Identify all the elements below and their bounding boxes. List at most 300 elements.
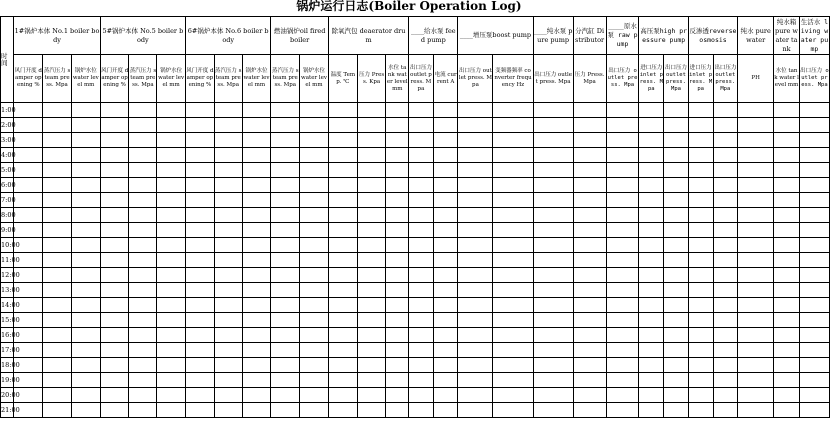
- log-entry-cell[interactable]: [271, 103, 300, 118]
- log-entry-cell[interactable]: [186, 208, 215, 223]
- log-entry-cell[interactable]: [300, 133, 329, 148]
- log-entry-cell[interactable]: [157, 238, 186, 253]
- log-entry-cell[interactable]: [639, 283, 664, 298]
- log-entry-cell[interactable]: [129, 253, 157, 268]
- log-entry-cell[interactable]: [688, 358, 713, 373]
- log-entry-cell[interactable]: [71, 118, 100, 133]
- log-entry-cell[interactable]: [328, 238, 357, 253]
- log-entry-cell[interactable]: [242, 313, 271, 328]
- log-entry-cell[interactable]: [386, 193, 409, 208]
- log-entry-cell[interactable]: [688, 313, 713, 328]
- log-entry-cell[interactable]: [157, 118, 186, 133]
- log-entry-cell[interactable]: [458, 148, 493, 163]
- log-entry-cell[interactable]: [100, 193, 129, 208]
- log-entry-cell[interactable]: [129, 223, 157, 238]
- log-entry-cell[interactable]: [357, 103, 386, 118]
- log-entry-cell[interactable]: [639, 148, 664, 163]
- log-entry-cell[interactable]: [214, 388, 242, 403]
- log-entry-cell[interactable]: [214, 238, 242, 253]
- log-entry-cell[interactable]: [100, 343, 129, 358]
- log-entry-cell[interactable]: [186, 118, 215, 133]
- log-entry-cell[interactable]: [606, 223, 639, 238]
- log-entry-cell[interactable]: [533, 313, 573, 328]
- log-entry-cell[interactable]: [738, 118, 774, 133]
- log-entry-cell[interactable]: [738, 343, 774, 358]
- log-entry-cell[interactable]: [573, 298, 606, 313]
- log-entry-cell[interactable]: [738, 268, 774, 283]
- log-entry-cell[interactable]: [157, 388, 186, 403]
- log-entry-cell[interactable]: [458, 343, 493, 358]
- log-entry-cell[interactable]: [409, 328, 434, 343]
- log-entry-cell[interactable]: [100, 148, 129, 163]
- log-entry-cell[interactable]: [458, 328, 493, 343]
- log-entry-cell[interactable]: [713, 103, 738, 118]
- log-entry-cell[interactable]: [357, 193, 386, 208]
- log-entry-cell[interactable]: [157, 298, 186, 313]
- log-entry-cell[interactable]: [214, 163, 242, 178]
- log-entry-cell[interactable]: [271, 253, 300, 268]
- log-entry-cell[interactable]: [573, 343, 606, 358]
- log-entry-cell[interactable]: [573, 238, 606, 253]
- log-entry-cell[interactable]: [493, 298, 533, 313]
- log-entry-cell[interactable]: [409, 118, 434, 133]
- log-entry-cell[interactable]: [409, 388, 434, 403]
- log-entry-cell[interactable]: [386, 148, 409, 163]
- log-entry-cell[interactable]: [300, 298, 329, 313]
- log-entry-cell[interactable]: [71, 193, 100, 208]
- log-entry-cell[interactable]: [242, 118, 271, 133]
- log-entry-cell[interactable]: [242, 298, 271, 313]
- log-entry-cell[interactable]: [300, 163, 329, 178]
- log-entry-cell[interactable]: [271, 343, 300, 358]
- log-entry-cell[interactable]: [774, 388, 800, 403]
- log-entry-cell[interactable]: [606, 208, 639, 223]
- log-entry-cell[interactable]: [386, 238, 409, 253]
- log-entry-cell[interactable]: [186, 253, 215, 268]
- log-entry-cell[interactable]: [639, 118, 664, 133]
- log-entry-cell[interactable]: [14, 148, 43, 163]
- log-entry-cell[interactable]: [300, 223, 329, 238]
- log-entry-cell[interactable]: [43, 223, 72, 238]
- log-entry-cell[interactable]: [271, 388, 300, 403]
- log-entry-cell[interactable]: [688, 223, 713, 238]
- log-entry-cell[interactable]: [328, 178, 357, 193]
- log-entry-cell[interactable]: [688, 373, 713, 388]
- log-entry-cell[interactable]: [71, 163, 100, 178]
- log-entry-cell[interactable]: [186, 283, 215, 298]
- log-entry-cell[interactable]: [71, 268, 100, 283]
- log-entry-cell[interactable]: [433, 238, 458, 253]
- log-entry-cell[interactable]: [242, 148, 271, 163]
- log-entry-cell[interactable]: [43, 193, 72, 208]
- log-entry-cell[interactable]: [664, 223, 689, 238]
- log-entry-cell[interactable]: [43, 163, 72, 178]
- log-entry-cell[interactable]: [129, 103, 157, 118]
- log-entry-cell[interactable]: [799, 268, 829, 283]
- log-entry-cell[interactable]: [774, 208, 800, 223]
- log-entry-cell[interactable]: [357, 133, 386, 148]
- log-entry-cell[interactable]: [100, 283, 129, 298]
- log-entry-cell[interactable]: [186, 133, 215, 148]
- log-entry-cell[interactable]: [328, 133, 357, 148]
- log-entry-cell[interactable]: [799, 298, 829, 313]
- log-entry-cell[interactable]: [533, 148, 573, 163]
- log-entry-cell[interactable]: [774, 118, 800, 133]
- log-entry-cell[interactable]: [328, 118, 357, 133]
- log-entry-cell[interactable]: [533, 238, 573, 253]
- log-entry-cell[interactable]: [271, 403, 300, 418]
- log-entry-cell[interactable]: [433, 223, 458, 238]
- log-entry-cell[interactable]: [664, 193, 689, 208]
- log-entry-cell[interactable]: [639, 193, 664, 208]
- log-entry-cell[interactable]: [71, 373, 100, 388]
- log-entry-cell[interactable]: [129, 283, 157, 298]
- log-entry-cell[interactable]: [458, 238, 493, 253]
- log-entry-cell[interactable]: [271, 193, 300, 208]
- log-entry-cell[interactable]: [573, 103, 606, 118]
- log-entry-cell[interactable]: [713, 313, 738, 328]
- log-entry-cell[interactable]: [386, 118, 409, 133]
- log-entry-cell[interactable]: [43, 313, 72, 328]
- log-entry-cell[interactable]: [71, 133, 100, 148]
- log-entry-cell[interactable]: [242, 133, 271, 148]
- log-entry-cell[interactable]: [713, 133, 738, 148]
- log-entry-cell[interactable]: [386, 343, 409, 358]
- log-entry-cell[interactable]: [357, 373, 386, 388]
- log-entry-cell[interactable]: [493, 403, 533, 418]
- log-entry-cell[interactable]: [157, 373, 186, 388]
- log-entry-cell[interactable]: [214, 193, 242, 208]
- log-entry-cell[interactable]: [271, 328, 300, 343]
- log-entry-cell[interactable]: [214, 298, 242, 313]
- log-entry-cell[interactable]: [271, 148, 300, 163]
- log-entry-cell[interactable]: [433, 133, 458, 148]
- log-entry-cell[interactable]: [386, 313, 409, 328]
- log-entry-cell[interactable]: [493, 373, 533, 388]
- log-entry-cell[interactable]: [639, 268, 664, 283]
- log-entry-cell[interactable]: [606, 313, 639, 328]
- log-entry-cell[interactable]: [409, 178, 434, 193]
- log-entry-cell[interactable]: [606, 343, 639, 358]
- log-entry-cell[interactable]: [738, 163, 774, 178]
- log-entry-cell[interactable]: [799, 328, 829, 343]
- log-entry-cell[interactable]: [409, 298, 434, 313]
- log-entry-cell[interactable]: [664, 343, 689, 358]
- log-entry-cell[interactable]: [573, 208, 606, 223]
- log-entry-cell[interactable]: [357, 238, 386, 253]
- log-entry-cell[interactable]: [688, 253, 713, 268]
- log-entry-cell[interactable]: [799, 148, 829, 163]
- log-entry-cell[interactable]: [493, 313, 533, 328]
- log-entry-cell[interactable]: [493, 223, 533, 238]
- log-entry-cell[interactable]: [664, 283, 689, 298]
- log-entry-cell[interactable]: [713, 388, 738, 403]
- log-entry-cell[interactable]: [129, 373, 157, 388]
- log-entry-cell[interactable]: [664, 238, 689, 253]
- log-entry-cell[interactable]: [713, 298, 738, 313]
- log-entry-cell[interactable]: [713, 253, 738, 268]
- log-entry-cell[interactable]: [493, 118, 533, 133]
- log-entry-cell[interactable]: [242, 343, 271, 358]
- log-entry-cell[interactable]: [328, 313, 357, 328]
- log-entry-cell[interactable]: [533, 403, 573, 418]
- log-entry-cell[interactable]: [214, 358, 242, 373]
- log-entry-cell[interactable]: [606, 148, 639, 163]
- log-entry-cell[interactable]: [71, 403, 100, 418]
- log-entry-cell[interactable]: [774, 313, 800, 328]
- log-entry-cell[interactable]: [774, 253, 800, 268]
- log-entry-cell[interactable]: [664, 403, 689, 418]
- log-entry-cell[interactable]: [43, 268, 72, 283]
- log-entry-cell[interactable]: [433, 253, 458, 268]
- log-entry-cell[interactable]: [300, 358, 329, 373]
- log-entry-cell[interactable]: [774, 103, 800, 118]
- log-entry-cell[interactable]: [300, 148, 329, 163]
- log-entry-cell[interactable]: [43, 133, 72, 148]
- log-entry-cell[interactable]: [71, 238, 100, 253]
- log-entry-cell[interactable]: [458, 253, 493, 268]
- log-entry-cell[interactable]: [357, 253, 386, 268]
- log-entry-cell[interactable]: [43, 253, 72, 268]
- log-entry-cell[interactable]: [409, 373, 434, 388]
- log-entry-cell[interactable]: [242, 328, 271, 343]
- log-entry-cell[interactable]: [214, 268, 242, 283]
- log-entry-cell[interactable]: [409, 223, 434, 238]
- log-entry-cell[interactable]: [533, 103, 573, 118]
- log-entry-cell[interactable]: [533, 208, 573, 223]
- log-entry-cell[interactable]: [242, 223, 271, 238]
- log-entry-cell[interactable]: [573, 133, 606, 148]
- log-entry-cell[interactable]: [606, 118, 639, 133]
- log-entry-cell[interactable]: [738, 223, 774, 238]
- log-entry-cell[interactable]: [214, 313, 242, 328]
- log-entry-cell[interactable]: [357, 223, 386, 238]
- log-entry-cell[interactable]: [157, 148, 186, 163]
- log-entry-cell[interactable]: [713, 193, 738, 208]
- log-entry-cell[interactable]: [433, 403, 458, 418]
- log-entry-cell[interactable]: [357, 268, 386, 283]
- log-entry-cell[interactable]: [533, 118, 573, 133]
- log-entry-cell[interactable]: [328, 223, 357, 238]
- log-entry-cell[interactable]: [533, 283, 573, 298]
- log-entry-cell[interactable]: [300, 388, 329, 403]
- log-entry-cell[interactable]: [774, 223, 800, 238]
- log-entry-cell[interactable]: [71, 298, 100, 313]
- log-entry-cell[interactable]: [157, 403, 186, 418]
- log-entry-cell[interactable]: [328, 328, 357, 343]
- log-entry-cell[interactable]: [713, 373, 738, 388]
- log-entry-cell[interactable]: [433, 358, 458, 373]
- log-entry-cell[interactable]: [14, 103, 43, 118]
- log-entry-cell[interactable]: [386, 253, 409, 268]
- log-entry-cell[interactable]: [129, 178, 157, 193]
- log-entry-cell[interactable]: [774, 238, 800, 253]
- log-entry-cell[interactable]: [688, 388, 713, 403]
- log-entry-cell[interactable]: [688, 133, 713, 148]
- log-entry-cell[interactable]: [328, 148, 357, 163]
- log-entry-cell[interactable]: [328, 283, 357, 298]
- log-entry-cell[interactable]: [214, 208, 242, 223]
- log-entry-cell[interactable]: [100, 118, 129, 133]
- log-entry-cell[interactable]: [533, 133, 573, 148]
- log-entry-cell[interactable]: [573, 253, 606, 268]
- log-entry-cell[interactable]: [157, 208, 186, 223]
- log-entry-cell[interactable]: [300, 118, 329, 133]
- log-entry-cell[interactable]: [458, 223, 493, 238]
- log-entry-cell[interactable]: [386, 388, 409, 403]
- log-entry-cell[interactable]: [639, 163, 664, 178]
- log-entry-cell[interactable]: [799, 373, 829, 388]
- log-entry-cell[interactable]: [357, 298, 386, 313]
- log-entry-cell[interactable]: [242, 178, 271, 193]
- log-entry-cell[interactable]: [606, 283, 639, 298]
- log-entry-cell[interactable]: [100, 268, 129, 283]
- log-entry-cell[interactable]: [639, 298, 664, 313]
- log-entry-cell[interactable]: [186, 193, 215, 208]
- log-entry-cell[interactable]: [129, 148, 157, 163]
- log-entry-cell[interactable]: [129, 358, 157, 373]
- log-entry-cell[interactable]: [433, 283, 458, 298]
- log-entry-cell[interactable]: [433, 373, 458, 388]
- log-entry-cell[interactable]: [533, 163, 573, 178]
- log-entry-cell[interactable]: [713, 283, 738, 298]
- log-entry-cell[interactable]: [409, 313, 434, 328]
- log-entry-cell[interactable]: [242, 208, 271, 223]
- log-entry-cell[interactable]: [738, 373, 774, 388]
- log-entry-cell[interactable]: [664, 313, 689, 328]
- log-entry-cell[interactable]: [328, 388, 357, 403]
- log-entry-cell[interactable]: [573, 283, 606, 298]
- log-entry-cell[interactable]: [573, 178, 606, 193]
- log-entry-cell[interactable]: [43, 238, 72, 253]
- log-entry-cell[interactable]: [664, 163, 689, 178]
- log-entry-cell[interactable]: [664, 388, 689, 403]
- log-entry-cell[interactable]: [71, 388, 100, 403]
- log-entry-cell[interactable]: [14, 163, 43, 178]
- log-entry-cell[interactable]: [738, 313, 774, 328]
- log-entry-cell[interactable]: [573, 163, 606, 178]
- log-entry-cell[interactable]: [43, 388, 72, 403]
- log-entry-cell[interactable]: [100, 223, 129, 238]
- log-entry-cell[interactable]: [386, 133, 409, 148]
- log-entry-cell[interactable]: [43, 403, 72, 418]
- log-entry-cell[interactable]: [186, 313, 215, 328]
- log-entry-cell[interactable]: [774, 163, 800, 178]
- log-entry-cell[interactable]: [738, 103, 774, 118]
- log-entry-cell[interactable]: [14, 193, 43, 208]
- log-entry-cell[interactable]: [271, 178, 300, 193]
- log-entry-cell[interactable]: [300, 403, 329, 418]
- log-entry-cell[interactable]: [573, 223, 606, 238]
- log-entry-cell[interactable]: [774, 193, 800, 208]
- log-entry-cell[interactable]: [639, 343, 664, 358]
- log-entry-cell[interactable]: [129, 238, 157, 253]
- log-entry-cell[interactable]: [186, 373, 215, 388]
- log-entry-cell[interactable]: [100, 103, 129, 118]
- log-entry-cell[interactable]: [71, 178, 100, 193]
- log-entry-cell[interactable]: [664, 148, 689, 163]
- log-entry-cell[interactable]: [458, 193, 493, 208]
- log-entry-cell[interactable]: [100, 163, 129, 178]
- log-entry-cell[interactable]: [688, 148, 713, 163]
- log-entry-cell[interactable]: [409, 403, 434, 418]
- log-entry-cell[interactable]: [271, 358, 300, 373]
- log-entry-cell[interactable]: [157, 268, 186, 283]
- log-entry-cell[interactable]: [157, 283, 186, 298]
- log-entry-cell[interactable]: [71, 223, 100, 238]
- log-entry-cell[interactable]: [409, 253, 434, 268]
- log-entry-cell[interactable]: [357, 208, 386, 223]
- log-entry-cell[interactable]: [409, 238, 434, 253]
- log-entry-cell[interactable]: [458, 118, 493, 133]
- log-entry-cell[interactable]: [43, 358, 72, 373]
- log-entry-cell[interactable]: [357, 163, 386, 178]
- log-entry-cell[interactable]: [100, 178, 129, 193]
- log-entry-cell[interactable]: [774, 133, 800, 148]
- log-entry-cell[interactable]: [738, 283, 774, 298]
- log-entry-cell[interactable]: [300, 328, 329, 343]
- log-entry-cell[interactable]: [242, 268, 271, 283]
- log-entry-cell[interactable]: [271, 313, 300, 328]
- log-entry-cell[interactable]: [242, 103, 271, 118]
- log-entry-cell[interactable]: [493, 103, 533, 118]
- log-entry-cell[interactable]: [157, 313, 186, 328]
- log-entry-cell[interactable]: [573, 328, 606, 343]
- log-entry-cell[interactable]: [300, 283, 329, 298]
- log-entry-cell[interactable]: [639, 358, 664, 373]
- log-entry-cell[interactable]: [458, 208, 493, 223]
- log-entry-cell[interactable]: [357, 118, 386, 133]
- log-entry-cell[interactable]: [533, 253, 573, 268]
- log-entry-cell[interactable]: [774, 358, 800, 373]
- log-entry-cell[interactable]: [573, 313, 606, 328]
- log-entry-cell[interactable]: [458, 313, 493, 328]
- log-entry-cell[interactable]: [738, 238, 774, 253]
- log-entry-cell[interactable]: [606, 298, 639, 313]
- log-entry-cell[interactable]: [664, 328, 689, 343]
- log-entry-cell[interactable]: [271, 373, 300, 388]
- log-entry-cell[interactable]: [14, 223, 43, 238]
- log-entry-cell[interactable]: [493, 238, 533, 253]
- log-entry-cell[interactable]: [688, 103, 713, 118]
- log-entry-cell[interactable]: [433, 178, 458, 193]
- log-entry-cell[interactable]: [129, 403, 157, 418]
- log-entry-cell[interactable]: [129, 328, 157, 343]
- log-entry-cell[interactable]: [129, 268, 157, 283]
- log-entry-cell[interactable]: [157, 103, 186, 118]
- log-entry-cell[interactable]: [433, 148, 458, 163]
- log-entry-cell[interactable]: [433, 208, 458, 223]
- log-entry-cell[interactable]: [738, 358, 774, 373]
- log-entry-cell[interactable]: [664, 103, 689, 118]
- log-entry-cell[interactable]: [328, 163, 357, 178]
- log-entry-cell[interactable]: [639, 403, 664, 418]
- log-entry-cell[interactable]: [409, 193, 434, 208]
- log-entry-cell[interactable]: [242, 163, 271, 178]
- log-entry-cell[interactable]: [357, 178, 386, 193]
- log-entry-cell[interactable]: [533, 268, 573, 283]
- log-entry-cell[interactable]: [386, 268, 409, 283]
- log-entry-cell[interactable]: [458, 388, 493, 403]
- log-entry-cell[interactable]: [14, 133, 43, 148]
- log-entry-cell[interactable]: [688, 238, 713, 253]
- log-entry-cell[interactable]: [433, 298, 458, 313]
- log-entry-cell[interactable]: [186, 358, 215, 373]
- log-entry-cell[interactable]: [100, 238, 129, 253]
- log-entry-cell[interactable]: [100, 388, 129, 403]
- log-entry-cell[interactable]: [214, 283, 242, 298]
- log-entry-cell[interactable]: [214, 328, 242, 343]
